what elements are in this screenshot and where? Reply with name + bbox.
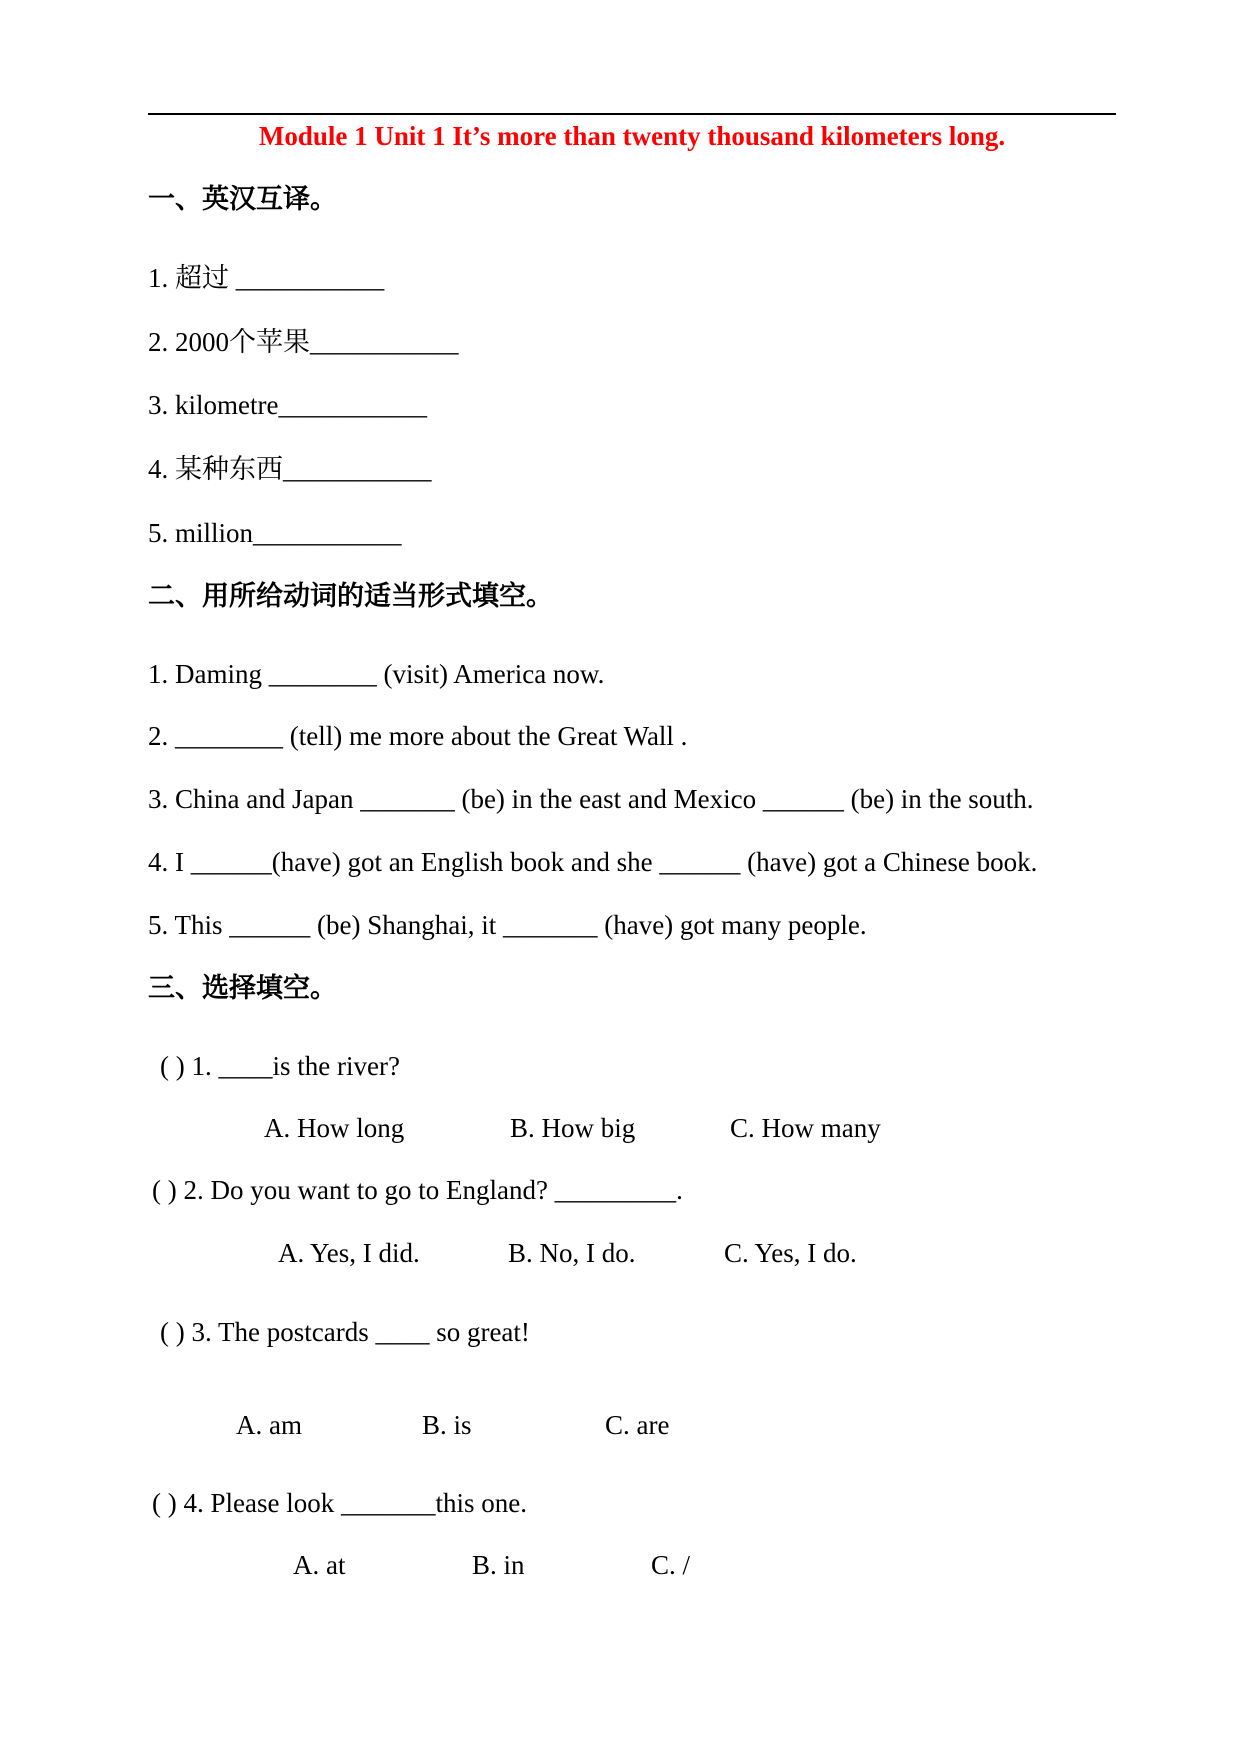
choice-option-b: B. How big	[510, 1113, 636, 1143]
section-1-heading: 一、英汉互译。	[148, 184, 337, 215]
translation-item: 5. million___________	[148, 518, 402, 548]
choice-option-c: C. How many	[730, 1113, 881, 1143]
choice-question-stem: ( ) 1. ____is the river?	[160, 1051, 400, 1081]
verb-fill-item: 3. China and Japan _______ (be) in the east and Mexico ______ (be) in the south.	[148, 784, 1034, 814]
verb-fill-item: 4. I ______(have) got an English book and she ______ (have) got a Chinese book.	[148, 847, 1038, 877]
section-2-heading: 二、用所给动词的适当形式填空。	[148, 581, 553, 612]
choice-option-c: C. are	[605, 1410, 670, 1440]
page-title: Module 1 Unit 1 It’s more than twenty thousand kilometers long.	[258, 121, 1006, 151]
choice-option-a: A. am	[236, 1410, 302, 1440]
section-3-heading: 三、选择填空。	[148, 973, 337, 1004]
choice-option-a: A. at	[293, 1550, 346, 1580]
verb-fill-item: 2. ________ (tell) me more about the Great Wall .	[148, 721, 688, 751]
verb-fill-item: 5. This ______ (be) Shanghai, it _______ (have) got many people.	[148, 910, 867, 940]
choice-option-b: B. No, I do.	[508, 1238, 636, 1268]
choice-option-a: A. How long	[264, 1113, 405, 1143]
translation-item: 2. 2000个苹果___________	[148, 327, 459, 357]
choice-option-c: C. /	[651, 1550, 691, 1580]
choice-option-c: C. Yes, I do.	[724, 1238, 857, 1268]
choice-question-stem: ( ) 4. Please look _______this one.	[152, 1488, 527, 1518]
choice-option-a: A. Yes, I did.	[278, 1238, 420, 1268]
translation-item: 3. kilometre___________	[148, 390, 427, 420]
top-rule	[148, 113, 1116, 115]
translation-item: 1. 超过 ___________	[148, 263, 385, 293]
verb-fill-item: 1. Daming ________ (visit) America now.	[148, 659, 605, 689]
choice-option-b: B. is	[422, 1410, 472, 1440]
choice-option-b: B. in	[472, 1550, 525, 1580]
translation-item: 4. 某种东西___________	[148, 454, 432, 484]
choice-question-stem: ( ) 2. Do you want to go to England? _________.	[152, 1175, 683, 1205]
choice-question-stem: ( ) 3. The postcards ____ so great!	[160, 1317, 530, 1347]
